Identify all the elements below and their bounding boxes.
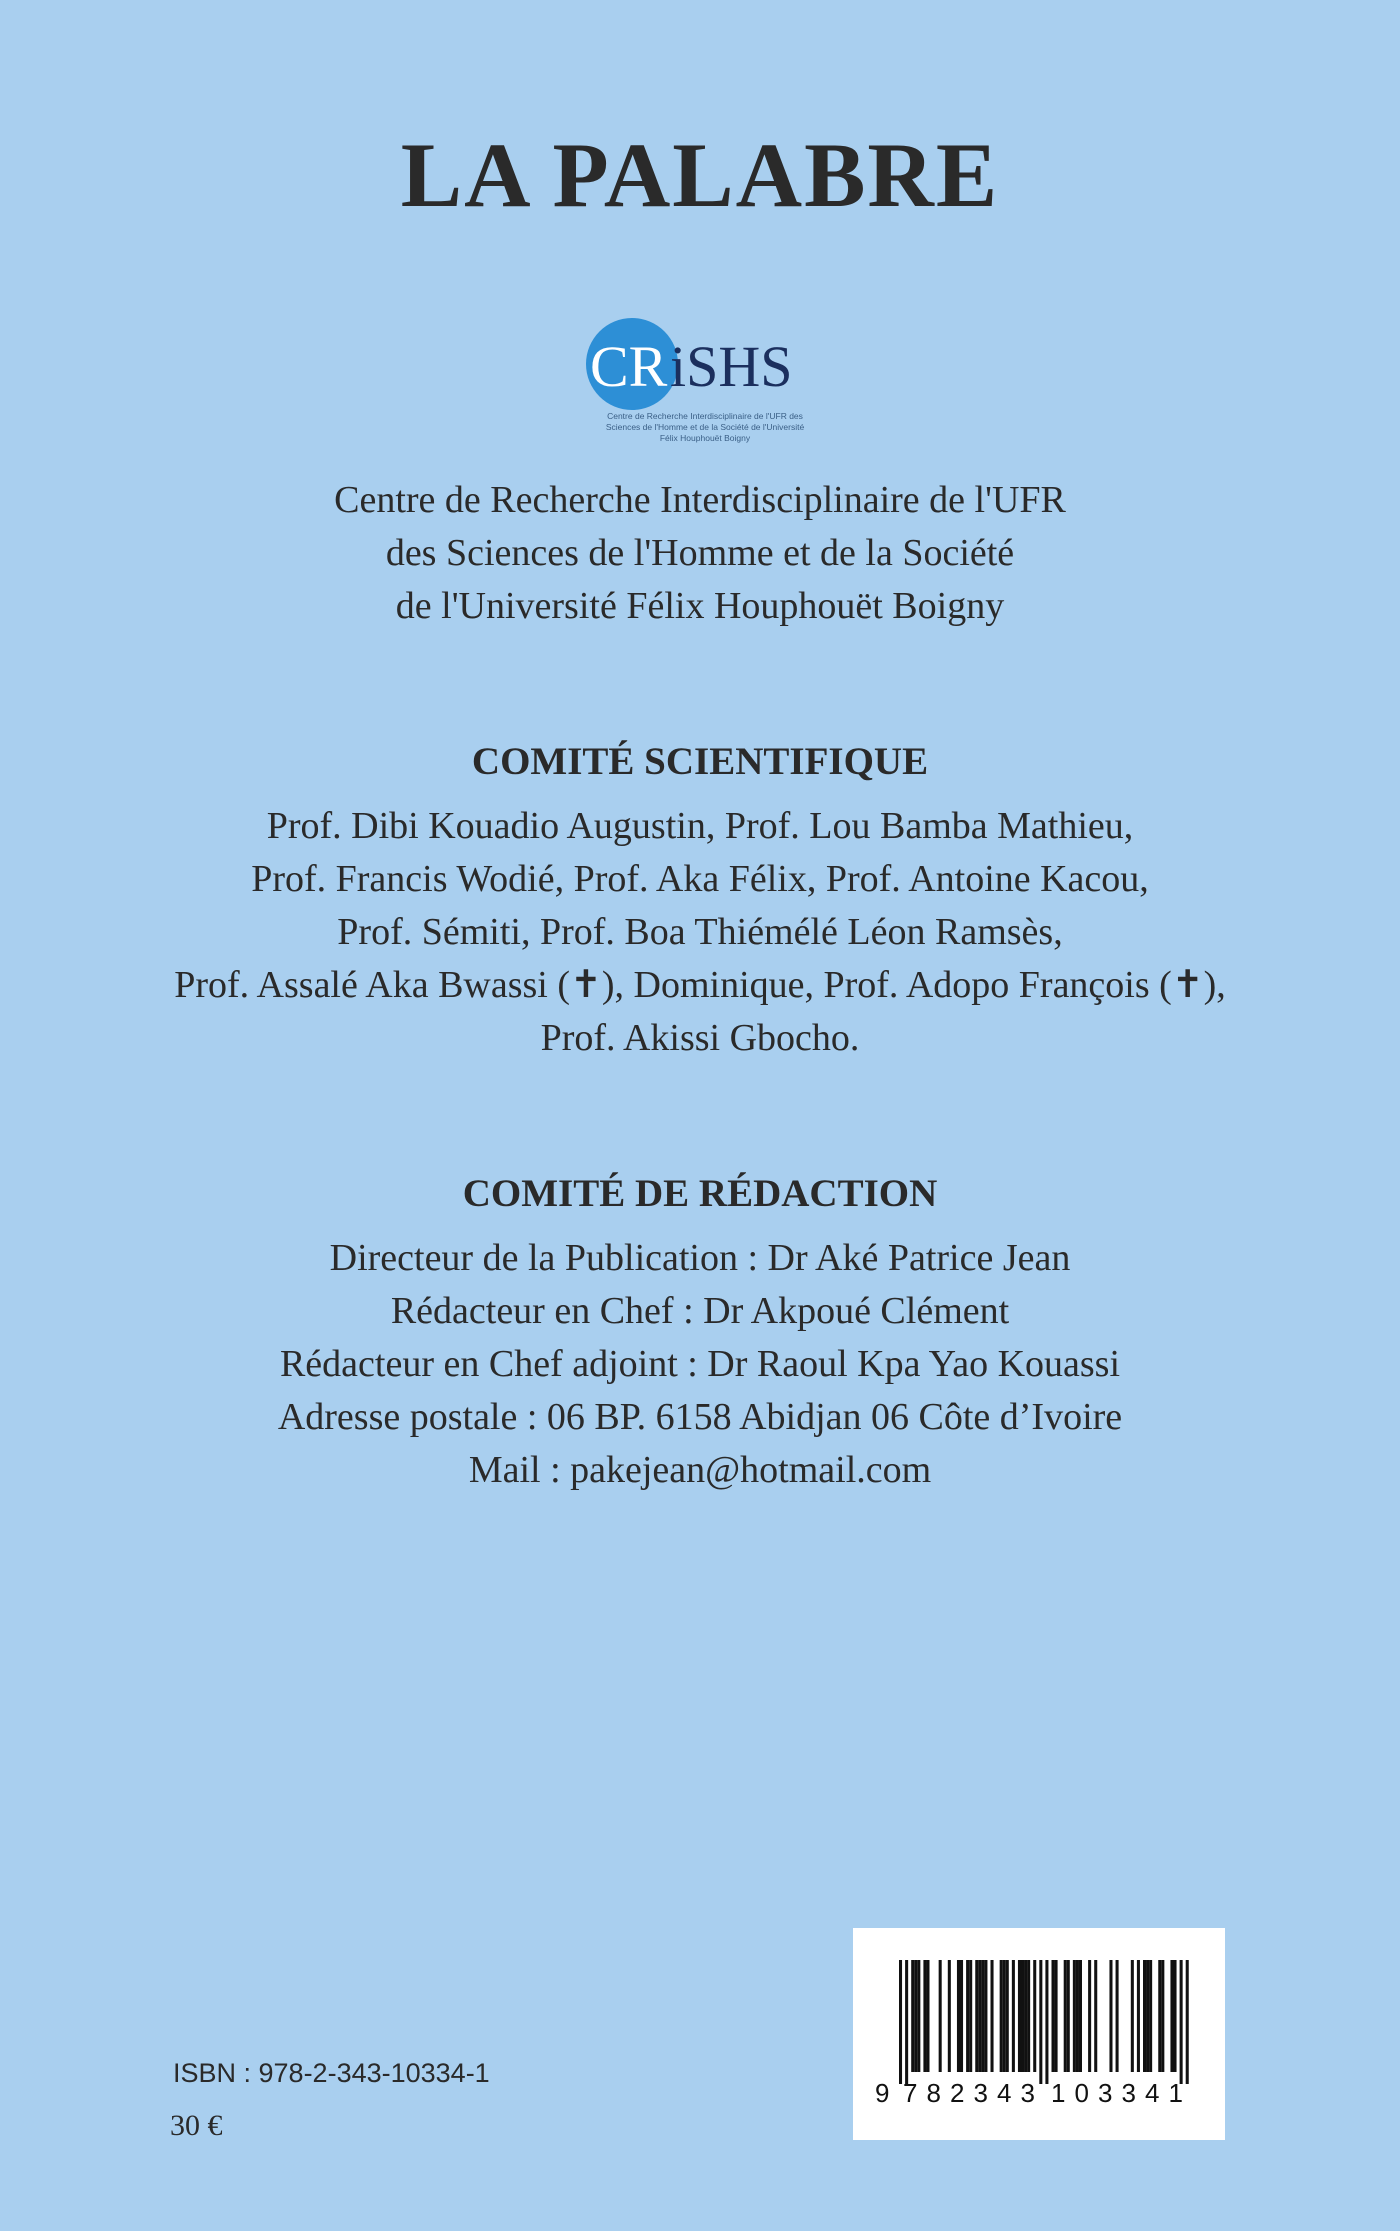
barcode-bar: [975, 1960, 978, 2072]
logo-caption-line: Félix Houphouët Boigny: [659, 433, 751, 443]
barcode-bar: [1131, 1960, 1134, 2072]
institution-line: Centre de Recherche Interdisciplinaire de l'UFR: [334, 479, 1066, 521]
barcode-guard-bar: [905, 1960, 908, 2084]
barcode-bar: [1109, 1960, 1112, 2072]
barcode-bars: [899, 1960, 1189, 2084]
barcode-bar: [981, 1960, 984, 2072]
editorial-line-email: Mail : pakejean@hotmail.com: [468, 1449, 932, 1491]
editorial-committee-heading: COMITÉ DE RÉDACTION: [462, 1172, 938, 1215]
committee-member-line: Prof. Francis Wodié, Prof. Aka Félix, Prof. Antoine Kacou,: [251, 858, 1149, 900]
barcode-left-digits: 782343: [903, 2078, 1035, 2106]
barcode-bar: [1012, 1960, 1015, 2072]
barcode-graphic: [873, 1958, 1208, 2106]
barcode-bar: [991, 1960, 994, 2072]
barcode-bar: [1021, 1960, 1024, 2072]
barcode-guard-bar: [1180, 1960, 1183, 2084]
barcode-bar: [917, 1960, 920, 2072]
logo-suffix-text: iSHS: [670, 334, 793, 399]
barcode-bar: [1143, 1960, 1146, 2072]
logo-caption: [580, 411, 830, 444]
barcode-bar: [1076, 1960, 1079, 2072]
editorial-committee-list: [0, 1232, 1400, 1497]
isbn-label: ISBN : 978-2-343-10334-1: [173, 2058, 490, 2088]
barcode-first-digit: 9: [875, 2078, 890, 2106]
barcode-bar: [1052, 1960, 1055, 2072]
barcode-bar: [1094, 1960, 1097, 2072]
book-title: LA PALABRE: [400, 124, 1000, 226]
editorial-line-deputy-editor: Rédacteur en Chef adjoint : Dr Raoul Kpa Yao Kouassi: [279, 1343, 1121, 1385]
barcode-bar: [948, 1960, 951, 2072]
barcode-bar: [1170, 1960, 1173, 2072]
barcode-bar: [1174, 1960, 1177, 2072]
institution-name: [0, 474, 1400, 633]
editorial-line-director: Directeur de la Publication : Dr Aké Patrice Jean: [329, 1237, 1071, 1279]
barcode-bar: [911, 1960, 914, 2072]
scientific-committee-heading: COMITÉ SCIENTIFIQUE: [471, 740, 929, 783]
barcode-bar: [1158, 1960, 1161, 2072]
barcode-bar: [1027, 1960, 1030, 2072]
committee-member-line: Prof. Sémiti, Prof. Boa Thiémélé Léon Ramsès,: [337, 911, 1063, 953]
barcode-bar: [969, 1960, 972, 2072]
crishs-logo: [570, 318, 830, 453]
barcode-bar: [1137, 1960, 1140, 2072]
barcode-bar: [1146, 1960, 1149, 2072]
institution-line: des Sciences de l'Homme et de la Société: [385, 532, 1015, 574]
logo-caption-line: Centre de Recherche Interdisciplinaire de l'UFR des: [607, 411, 803, 421]
committee-member-line: Prof. Assalé Aka Bwassi (✝), Dominique, Prof. Adopo François (✝),: [174, 964, 1226, 1006]
barcode-bar: [1018, 1960, 1021, 2072]
committee-member-line: Prof. Akissi Gbocho.: [540, 1017, 860, 1059]
barcode-guard-bar: [1045, 1960, 1048, 2084]
barcode-bar: [923, 1960, 926, 2072]
barcode-bar: [926, 1960, 929, 2072]
barcode-bar: [957, 1960, 960, 2072]
barcode-bar: [1088, 1960, 1091, 2072]
institution-line: de l'Université Félix Houphouët Boigny: [395, 585, 1005, 627]
barcode-bar: [1079, 1960, 1082, 2072]
barcode-bar: [914, 1960, 917, 2072]
barcode-bar: [984, 1960, 987, 2072]
barcode-bar: [1024, 1960, 1027, 2072]
barcode-bar: [966, 1960, 969, 2072]
barcode-bar: [939, 1960, 942, 2072]
scientific-committee-list: [0, 800, 1400, 1065]
barcode-bar: [978, 1960, 981, 2072]
barcode-bar: [1161, 1960, 1164, 2072]
barcode: [853, 1928, 1225, 2140]
barcode-bar: [960, 1960, 963, 2072]
barcode-bar: [1006, 1960, 1009, 2072]
editorial-line-editor-in-chief: Rédacteur en Chef : Dr Akpoué Clément: [390, 1290, 1010, 1332]
barcode-bar: [1149, 1960, 1152, 2072]
barcode-bar: [1116, 1960, 1119, 2072]
barcode-bar: [1073, 1960, 1076, 2072]
barcode-guard-bar: [899, 1960, 902, 2084]
barcode-right-digits: 103341: [1051, 2078, 1183, 2106]
price-label: 30 €: [170, 2109, 223, 2142]
barcode-bar: [1000, 1960, 1003, 2072]
barcode-guard-bar: [1039, 1960, 1042, 2084]
editorial-line-postal-address: Adresse postale : 06 BP. 6158 Abidjan 06 Côte d’Ivoire: [277, 1396, 1123, 1438]
barcode-bar: [1064, 1960, 1067, 2072]
barcode-bar: [1055, 1960, 1058, 2072]
barcode-bar: [1067, 1960, 1070, 2072]
barcode-guard-bar: [1186, 1960, 1189, 2084]
committee-member-line: Prof. Dibi Kouadio Augustin, Prof. Lou Bamba Mathieu,: [266, 805, 1134, 847]
barcode-bar: [1033, 1960, 1036, 2072]
barcode-bar: [1003, 1960, 1006, 2072]
logo-caption-line: Sciences de l'Homme et de la Société de l'Université: [605, 422, 805, 432]
logo-prefix-text: CR: [590, 334, 668, 399]
crishs-logo-mark: [570, 318, 830, 413]
